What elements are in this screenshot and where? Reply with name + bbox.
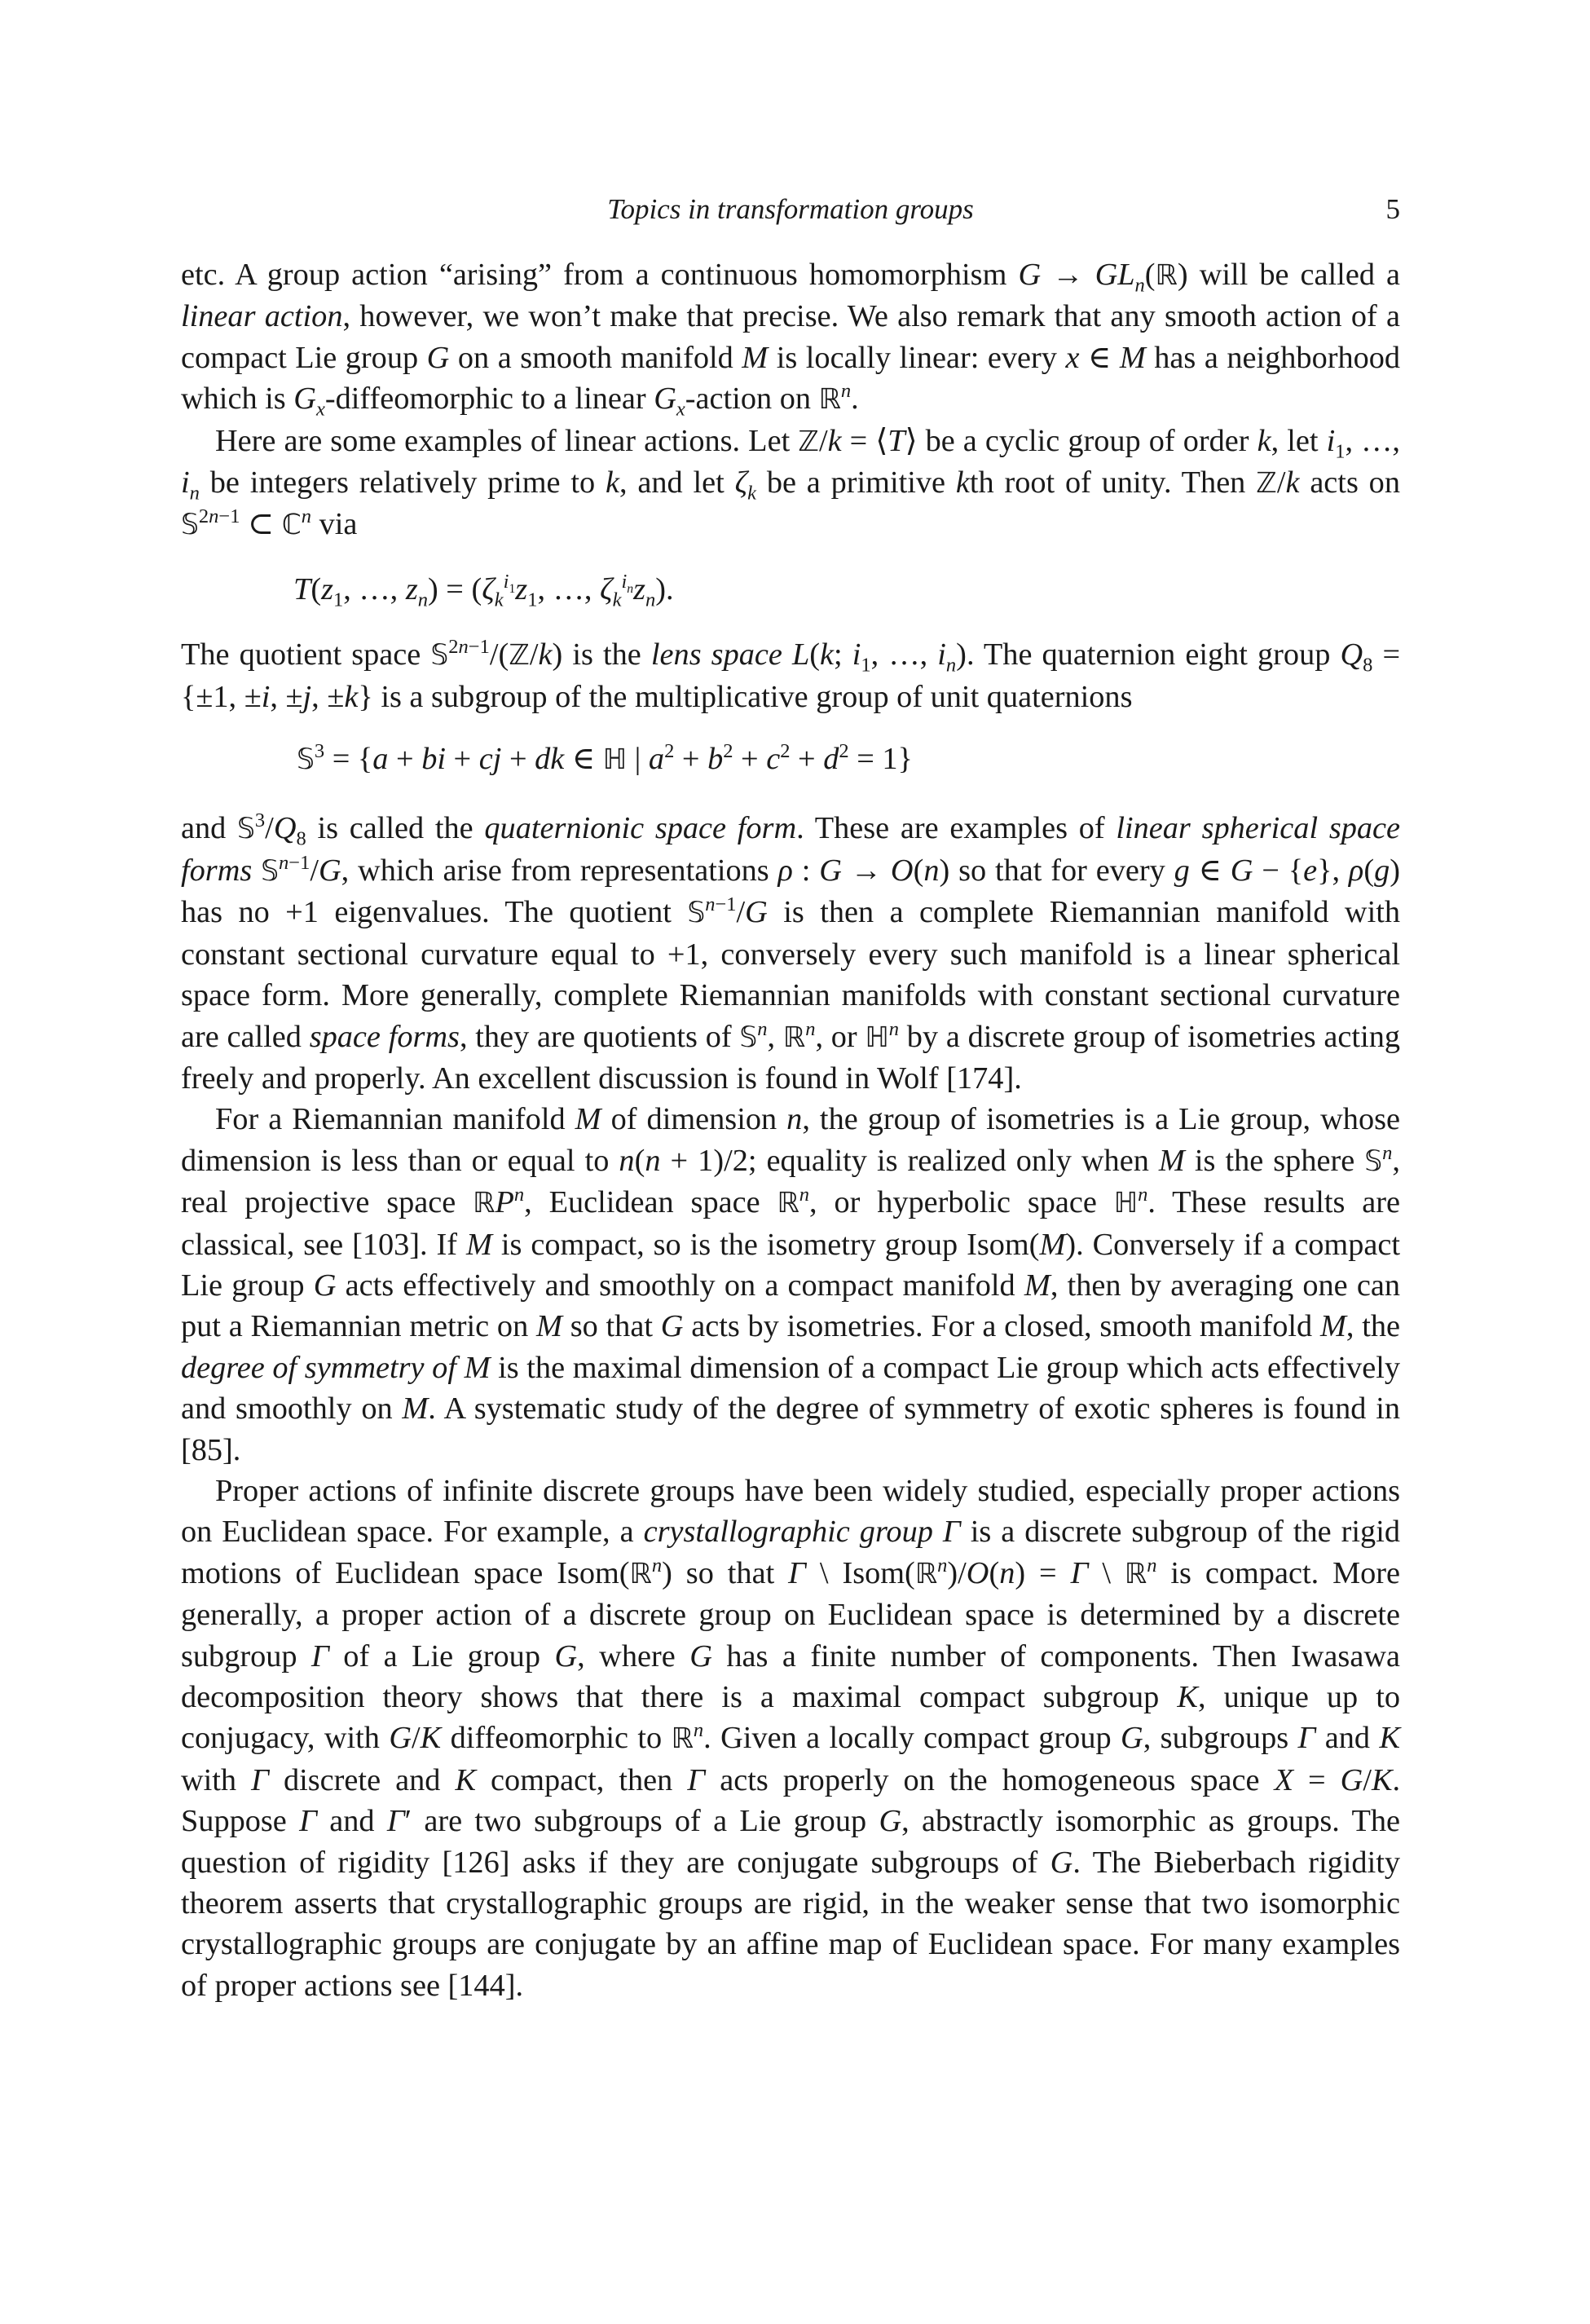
running-title: Topics in transformation groups	[607, 193, 974, 225]
paragraph-linear-action: etc. A group action “arising” from a continuous homomorphism $G \to GL_n(ℝ)$ will be called a linear action, however, we won’t make that precise. We also remark that any smooth action of a compact Lie group G on a smooth manifold M is locally linear: every x ∈ M has a neighborhood which is $G_x$-diffeomorphic to a linear $G_x$-action on ℝ$^n$.	[181, 258, 1401, 421]
paragraph-isometries: For a Riemannian manifold M of dimension n, the group of isometries is a Lie group, whose dimension is less than or equal to n(n + 1)/2; equality is realized only when M is the sphere 𝕊$^n$, real projective space ℝP$^n$, Euclidean space ℝ$^n$, or hyperbolic space ℍ$^n$. These results are classical, see [103]. If M is compact, so is the isometry group Isom(M). Conversely if a compact Lie group G acts effectively and smoothly on a compact manifold M, then by averaging one can put a Riemannian metric on M so that G acts by isometries. For a closed, smooth manifold M, the degree of symmetry of M is the maximal dimension of a compact Lie group which acts effectively and smoothly on M. A systematic study of the degree of symmetry of exotic spheres is found in [85].	[181, 1102, 1401, 1467]
paragraph-space-forms: and $𝕊^3/Q_8$ is called the quaternionic space form. These are examples of linear spherical space forms 𝕊$^{n-1}$/G, which arise from representations ρ : G → O(n) so that for every g ∈ G − {e}, ρ(g) has no +1 eigenvalues. The quotient 𝕊$^{n-1}$/G is then a complete Riemannian manifold with constant sectional curvature equal to +1, conversely every such manifold is a linear spherical space form. More generally, complete Riemannian manifolds with constant sectional curvature are called space forms, they are quotients of 𝕊$^n$, ℝ$^n$, or ℍ$^n$ by a discrete group of isometries acting freely and properly. An excellent discussion is found in Wolf [174].	[181, 809, 1401, 1096]
paragraph-lens-space-intro: Here are some examples of linear actions. Let ℤ/k = ⟨T⟩ be a cyclic group of order k, let $i_1$, …, $i_n$ be integers relatively prime to k, and let $\zeta_k$ be a primitive kth root of unity. Then ℤ/k acts on 𝕊$^{2n-1}$ ⊂ ℂ$^n$ via	[181, 423, 1400, 542]
paragraph-lens-space: The quotient space 𝕊$^{2n-1}$/(ℤ/k) is the lens space L(k; $i_1$, …, $i_n$). The quaternion eight group $Q_8 = \{\pm 1$, ±i, ±j, ±k} is a subgroup of the multiplicative group of unit quaternions	[181, 636, 1401, 714]
equation-unit-quaternions: 𝕊$^3$ = {a + bi + cj + dk ∈ ℍ | $a^2 + b^2 + c^2 + d^2 = 1$}	[297, 740, 913, 777]
page-number: 5	[1385, 193, 1400, 225]
page-body	[181, 254, 1400, 2006]
paragraph-proper-actions: Proper actions of infinite discrete groups have been widely studied, especially proper actions on Euclidean space. For example, a crystallographic group Γ is a discrete subgroup of the rigid motions of Euclidean space Isom(ℝ$^n$) so that Γ \ Isom(ℝ$^n$)/O(n) = Γ \ ℝ$^n$ is compact. More generally, a proper action of a discrete group on Euclidean space is determined by a discrete subgroup Γ of a Lie group G, where G has a finite number of components. Then Iwasawa decomposition theory shows that there is a maximal compact subgroup K, unique up to conjugacy, with G/K diffeomorphic to ℝ$^n$. Given a locally compact group G, subgroups Γ and K with Γ discrete and K compact, then Γ acts properly on the homogeneous space X = G/K. Suppose Γ and Γ′ are two subgroups of a Lie group G, abstractly isomorphic as groups. The question of rigidity [126] asks if they are conjugate subgroups of G. The Bieberbach rigidity theorem asserts that crystallographic groups are rigid, in the weaker sense that two isomorphic crystallographic groups are conjugate by an affine map of Euclidean space. For many examples of proper actions see [144].	[181, 1473, 1401, 2003]
page-header	[181, 189, 1400, 230]
equation-lens-action: $T(z_1$, …, $z_n) = (\zeta_k^{i_1}z_1$, …, $\zeta_k^{i_n}z_n$).	[293, 571, 674, 611]
